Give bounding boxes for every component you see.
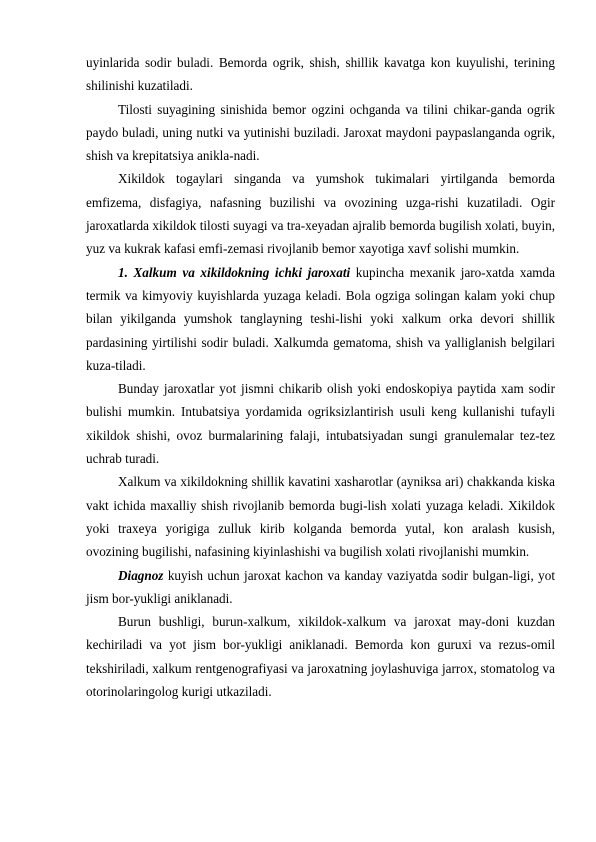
paragraph-text: Xikildok togaylari singanda va yumshok tukimalari yirtilganda bemorda emfizema, disfagiya, nafasning buzilishi va ovozining uzga-rishi kuzatiladi. Ogir jaroxatlarda xikildok tilosti suyagi va tra-xeyadan ajralib bemorda bugilish xolati, buyin, yuz va kukrak kafasi emfi-zemasi rivojlanib bemor xayotiga xavf solishi mumkin. [86,171,555,257]
paragraph-internal-injury [86,261,555,377]
paragraph-text: uyinlarida sodir buladi. Bemorda ogrik, shish, shillik kavatga kon kuyulishi, terining shilinishi kuzatiladi. [86,55,555,94]
paragraph-larynx-cartilage [86,167,555,260]
paragraph-hyoid-fracture [86,98,555,168]
paragraph-text: Tilosti suyagining sinishida bemor ogzini ochganda va tilini chikar-ganda ogrik paydo buladi, uning nutki va yutinishi buziladi. Jaroxat maydoni paypaslanganda ogrik, shish va krepitatsiya anikla-nadi. [86,101,555,164]
paragraph-text: Burun bushligi, burun-xalkum, xikildok-xalkum va jaroxat may-doni kuzdan kechiriladi va yot jism bor-yukligi aniklanadi. Bemorda kon guruxi va rezus-omil tekshiriladi, xalkum rentgenografiyasi va jaroxatning joylashuviga jarrox, stomatolog va otorinolaringolog kurigi utkaziladi. [86,614,555,700]
paragraph-examination [86,610,555,703]
paragraph-text: kupincha mexanik jaro-xatda xamda termik va kimyoviy kuyishlarda yuzaga keladi. Bola ogziga solingan kalam yoki chup bilan yikilganda yumshok tanglayning teshi-lishi yoki xalkum orka devori shillik pardasining yirtilishi sodir buladi. Xalkumda gematoma, shish va yalliglanish belgilari kuza-tiladi. [86,264,555,373]
section-heading: 1. Xalkum va xikildokning ichki jaroxati [118,264,351,280]
paragraph-text: Xalkum va xikildokning shillik kavatini xasharotlar (ayniksa ari) chakkanda kiska vakt ichida maxalliy shish rivojlanib bemorda bugi-lish xolati yuzaga keladi. Xikildok yoki traxeya yorigiga zulluk kirib kolganda bemorda yutal, kon aralash kusish, ovozining bugilishi, nafasining kiyinlashishi va bugilish xolati rivojlanishi mumkin. [86,474,555,560]
document-body [86,51,555,703]
paragraph-injury-symptoms [86,51,555,98]
paragraph-text: kuyish uchun jaroxat kachon va kanday vaziyatda sodir bulgan-ligi, yot jism bor-yukligi aniklanadi. [86,567,555,606]
paragraph-diagnosis [86,564,555,611]
diagnosis-term: Diagnoz [118,567,164,583]
paragraph-text: Bunday jaroxatlar yot jismni chikarib olish yoki endoskopiya paytida xam sodir bulishi mumkin. Intubatsiya yordamida ogriksizlantirish usuli keng kullanishi tufayli xikildok shishi, ovoz burmalarining falaji, intubatsiyadan sungi granulemalar tez-tez uchrab turadi. [86,381,555,467]
paragraph-insects-leech [86,470,555,563]
paragraph-intubation [86,377,555,470]
